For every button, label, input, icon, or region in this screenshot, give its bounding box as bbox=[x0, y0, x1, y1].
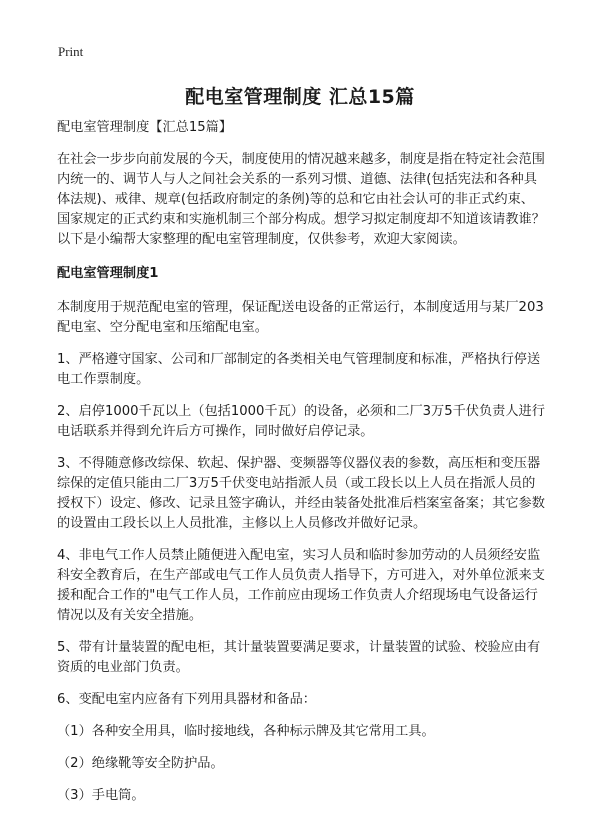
list-item-3: （3）手电筒。 bbox=[57, 788, 145, 803]
paragraph-rule-2: 2、启停1000千瓦以上（包括1000千瓦）的设备，必须和二厂3万5千伏负责人进行电话联系并得到允许后方可操作，同时做好启停记录。 bbox=[57, 404, 545, 439]
list-item-1: （1）各种安全用具，临时接地线，各种标示牌及其它常用工具。 bbox=[57, 724, 435, 739]
document-body bbox=[57, 118, 547, 818]
paragraph-scope: 本制度用于规范配电室的管理，保证配送电设备的正常运行，本制度适用与某厂203配电室、空分配电室和压缩配电室。 bbox=[57, 300, 544, 335]
print-link[interactable]: Print bbox=[58, 44, 84, 59]
paragraph-rule-6: 6、变配电室内应备有下列用具器材和备品： bbox=[57, 692, 316, 707]
intro-paragraph: 在社会一步步向前发展的今天，制度使用的情况越来越多，制度是指在特定社会范围内统一的、调节人与人之间社会关系的一系列习惯、道德、法律(包括宪法和各种具体法规)、戒律、规章(包括政府制定的条例)等的总和它由社会认可的非正式约束、国家规定的正式约束和实施机制三个部分构成。想学习拟定制度却不知道该请教谁？以下是小编帮大家整理的配电室管理制度，仅供参考，欢迎大家阅读。 bbox=[57, 152, 545, 247]
list-item-2: （2）绝缘靴等安全防护品。 bbox=[57, 756, 224, 771]
paragraph-rule-1: 1、严格遵守国家、公司和厂部制定的各类相关电气管理制度和标准，严格执行停送电工作票制度。 bbox=[57, 352, 541, 387]
paragraph-rule-5: 5、带有计量装置的配电柜，其计量装置要满足要求，计量装置的试验、校验应由有资质的电业部门负责。 bbox=[57, 640, 541, 675]
section-heading: 配电室管理制度1 bbox=[57, 266, 159, 281]
document-subtitle: 配电室管理制度【汇总15篇】 bbox=[57, 120, 233, 135]
paragraph-rule-3: 3、不得随意修改综保、软起、保护器、变频器等仪器仪表的参数，高压柜和变压器综保的定值只能由二厂3万5千伏变电站指派人员（或工段长以上人员在指派人员的授权下）设定、修改、记录且签字确认，并经由装备处批准后档案室备案；其它参数的设置由工段长以上人员批准，主修以上人员修改并做好记录。 bbox=[57, 456, 545, 531]
paragraph-rule-4: 4、非电气工作人员禁止随便进入配电室，实习人员和临时参加劳动的人员须经安监科安全教育后，在生产部或电气工作人员负责人指导下，方可进入，对外单位派来支援和配合工作的"电气工作人员，工作前应由现场工作负责人介绍现场电气设备运行情况以及有关安全措施。 bbox=[57, 548, 545, 623]
document-title: 配电室管理制度 汇总15篇 bbox=[185, 86, 415, 108]
